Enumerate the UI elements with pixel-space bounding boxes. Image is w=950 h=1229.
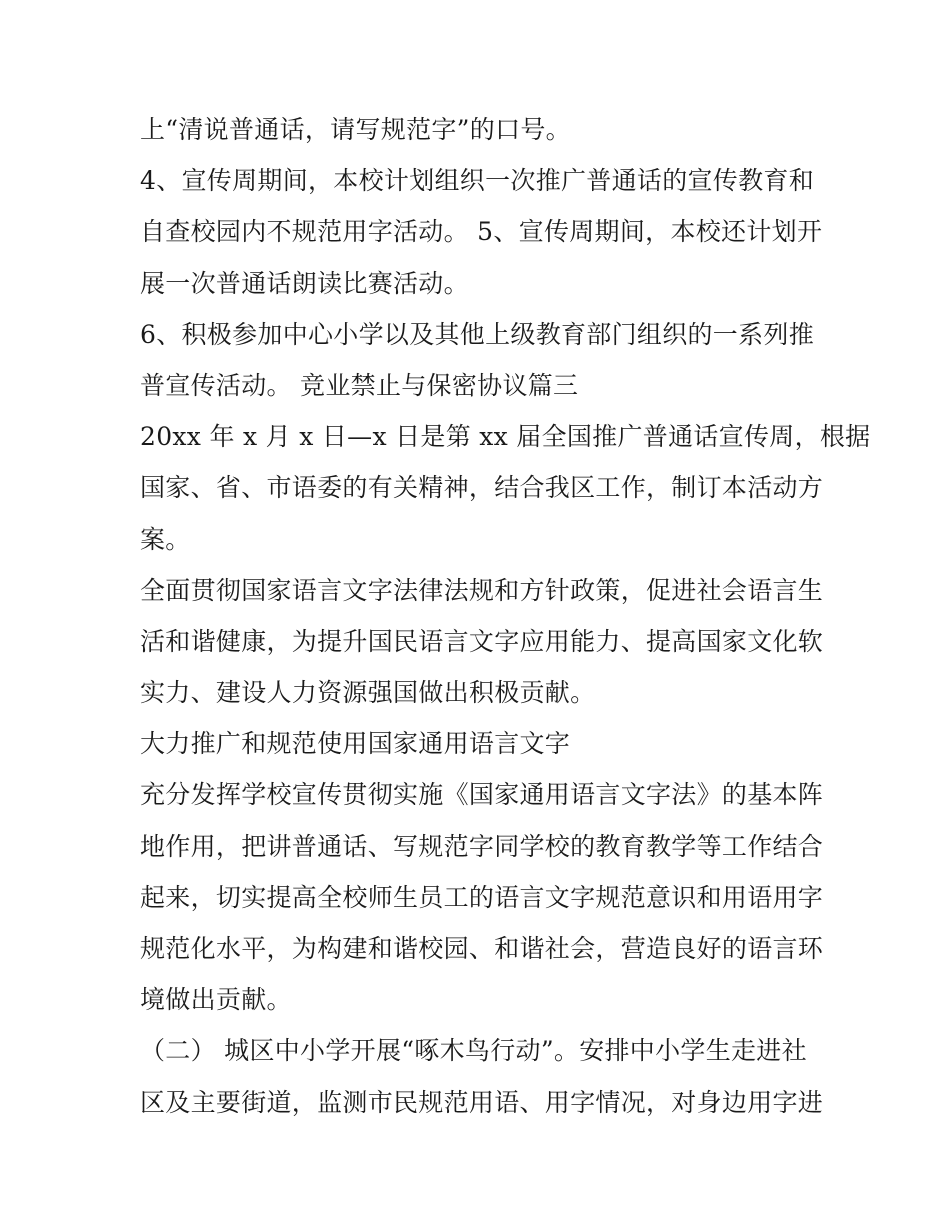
text-line: 国家、省、市语委的有关精神，结合我区工作，制订本活动方 (140, 473, 824, 503)
text-line: 地作用，把讲普通话、写规范字同学校的教育教学等工作结合 (140, 831, 824, 861)
text-line: 实力、建设人力资源强国做出积极贡献。 (140, 678, 596, 708)
document-body (140, 104, 871, 1128)
text-line: 20xx 年 x 月 x 日—x 日是第 xx 届全国推广普通话宣传周，根据 (140, 422, 871, 452)
section-heading: 大力推广和规范使用国家通用语言文字 (140, 729, 571, 759)
text-line: 展一次普通话朗读比赛活动。 (140, 268, 469, 298)
text-line: 境做出贡献。 (140, 985, 292, 1015)
text-line: 充分发挥学校宣传贯彻实施《国家通用语言文字法》的基本阵 (140, 780, 824, 810)
text-line: 区及主要街道，监测市民规范用语、用字情况，对身边用字进 (140, 1087, 824, 1117)
text-line: 起来，切实提高全校师生员工的语言文字规范意识和用语用字 (140, 882, 824, 912)
text-line: 自查校园内不规范用字活动。 5、宣传周期间，本校还计划开 (140, 217, 823, 247)
text-line: 6、积极参加中心小学以及其他上级教育部门组织的一系列推 (140, 319, 815, 349)
text-line: 规范化水平，为构建和谐校园、和谐社会，营造良好的语言环 (140, 934, 824, 963)
text-line: 上“清说普通话，请写规范字”的口号。 (140, 115, 571, 144)
text-line: （二） 城区中小学开展“啄木鸟行动”。安排中小学生走进社 (140, 1036, 807, 1066)
text-line: 案。 (140, 524, 191, 554)
text-line: 全面贯彻国家语言文字法律法规和方针政策，促进社会语言生 (140, 575, 824, 605)
text-line: 4、宣传周期间，本校计划组织一次推广普通话的宣传教育和 (140, 166, 815, 196)
text-line: 活和谐健康，为提升国民语言文字应用能力、提高国家文化软 (140, 626, 824, 656)
text-line: 普宣传活动。 竞业禁止与保密协议篇三 (140, 370, 579, 400)
